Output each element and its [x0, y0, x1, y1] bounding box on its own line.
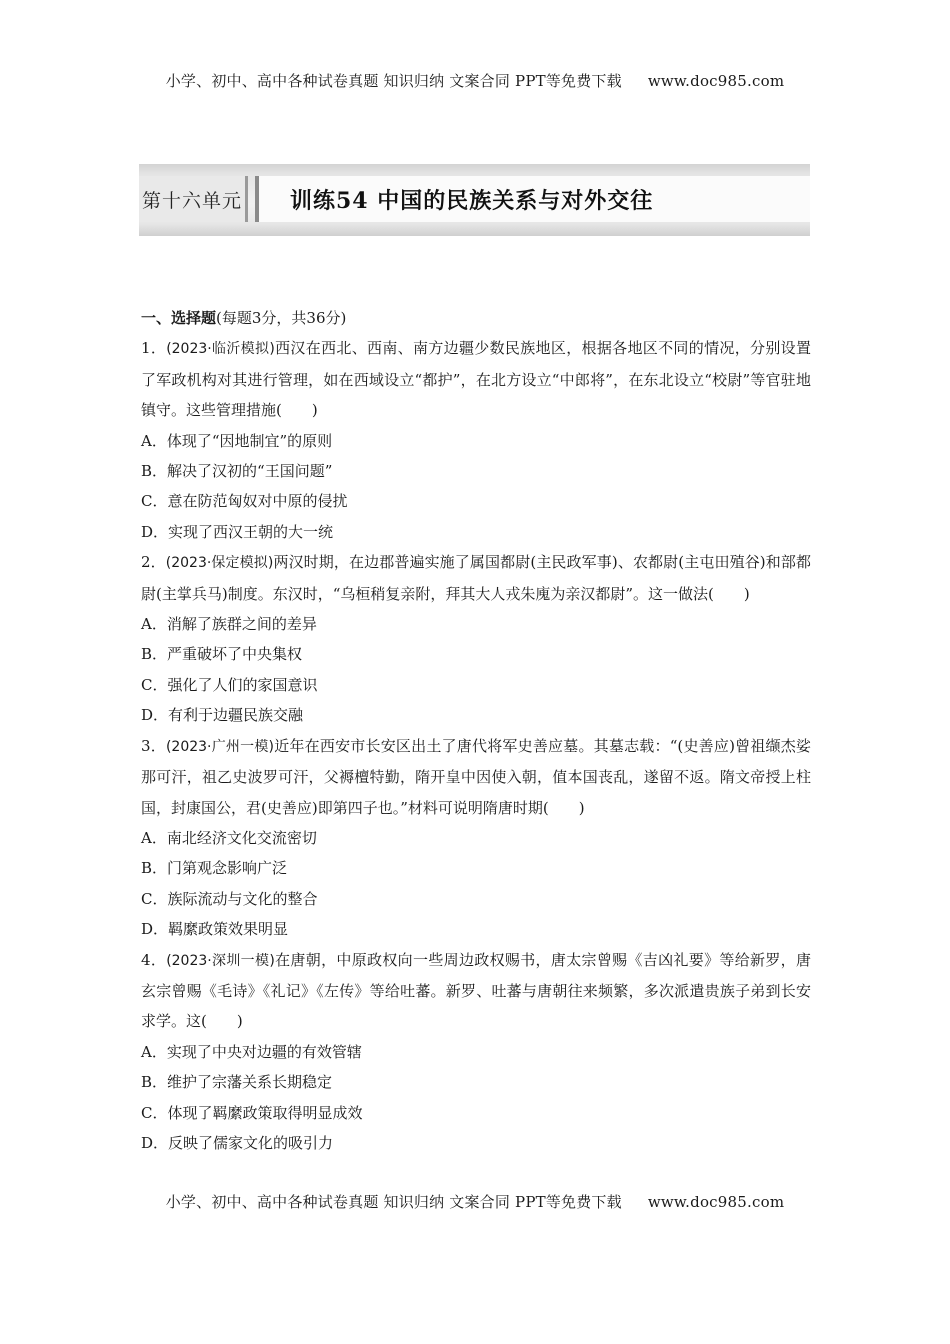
section-heading-label: 一、选择题 [141, 309, 217, 327]
option-d[interactable]: D．实现了西汉王朝的大一统 [141, 522, 334, 541]
option-a[interactable]: A．体现了“因地制宜”的原则 [141, 431, 333, 450]
question-stem [141, 945, 811, 1037]
question-source: (2023·广州一模) [165, 738, 275, 755]
question-text: 两汉时期，在边郡普遍实施了属国都尉(主民政军事)、农都尉(主屯田殖谷)和部都尉(主掌兵马)制度。东汉时，“乌桓稍复亲附，拜其大人戎朱廆为亲汉都尉”。这一做法( ) [141, 553, 811, 603]
question-number: 2． [141, 553, 166, 572]
option-a[interactable]: A．南北经济文化交流密切 [141, 828, 317, 847]
section-heading-note: (每题3分，共36分) [216, 309, 347, 327]
page-header [0, 70, 950, 91]
option-c[interactable]: C．体现了羁縻政策取得明显成效 [141, 1103, 363, 1122]
question-stem [141, 333, 811, 425]
option-a[interactable]: A．消解了族群之间的差异 [141, 615, 317, 634]
question-number: 4． [141, 950, 167, 969]
question-stem [141, 547, 811, 609]
option-d[interactable]: D．有利于边疆民族交融 [141, 706, 304, 725]
option-d[interactable]: D．羁縻政策效果明显 [141, 920, 289, 939]
footer-site-link[interactable]: www.doc985.com [647, 1193, 785, 1211]
option-b[interactable]: B．门第观念影响广泛 [141, 859, 288, 878]
option-d[interactable]: D．反映了儒家文化的吸引力 [141, 1133, 334, 1152]
option-b[interactable]: B．严重破坏了中央集权 [141, 645, 303, 664]
option-c[interactable]: C．强化了人们的家国意识 [141, 675, 318, 694]
question-source: (2023·深圳一模) [166, 952, 275, 969]
option-c[interactable]: C．族际流动与文化的整合 [141, 889, 318, 908]
unit-label: 第十六单元 [139, 176, 248, 222]
question-number: 1． [141, 339, 167, 358]
question-text: 在唐朝，中原政权向一些周边政权赐书，唐太宗曾赐《吉凶礼要》等给新罗，唐玄宗曾赐《毛诗》《礼记》《左传》等给吐蕃。新罗、吐蕃与唐朝往来频繁，多次派遣贵族子弟到长安求学。这( ) [141, 950, 811, 1031]
question-4 [141, 945, 811, 1159]
page-footer [0, 1191, 950, 1212]
title-panel [255, 176, 810, 222]
page-title: 训练54 中国的民族关系与对外交往 [290, 188, 654, 214]
question-source: (2023·保定模拟) [165, 555, 274, 572]
option-b[interactable]: B．解决了汉初的“王国问题” [141, 462, 333, 481]
question-source: (2023·临沂模拟) [166, 341, 275, 358]
option-c[interactable]: C．意在防范匈奴对中原的侵扰 [141, 492, 348, 511]
exercise-content [141, 303, 811, 1158]
section-heading [141, 303, 811, 333]
title-band [139, 164, 810, 236]
question-number: 3． [141, 736, 166, 755]
question-stem [141, 731, 811, 823]
header-text: 小学、初中、高中各种试卷真题 知识归纳 文案合同 PPT等免费下载 [165, 72, 622, 90]
footer-text: 小学、初中、高中各种试卷真题 知识归纳 文案合同 PPT等免费下载 [165, 1193, 622, 1211]
question-2 [141, 547, 811, 730]
option-a[interactable]: A．实现了中央对边疆的有效管辖 [141, 1042, 362, 1061]
question-text: 近年在西安市长安区出土了唐代将军史善应墓。其墓志载：“(史善应)曾祖缬杰娑那可汗，祖乙史波罗可汗，父褥檀特勤，隋开皇中因使入朝，值本国丧乱，遂留不返。隋文帝授上柱国，封康国公，君(史善应)即第四子也。”材料可说明隋唐时期( ) [141, 736, 811, 817]
option-b[interactable]: B．维护了宗藩关系长期稳定 [141, 1073, 333, 1092]
header-site-link[interactable]: www.doc985.com [647, 72, 785, 90]
question-text: 西汉在西北、西南、南方边疆少数民族地区，根据各地区不同的情况，分别设置了军政机构对其进行管理，如在西域设立“都护”，在北方设立“中郎将”，在东北设立“校尉”等官驻地镇守。这些管理措施( ) [141, 339, 811, 420]
question-1 [141, 333, 811, 547]
question-3 [141, 731, 811, 945]
